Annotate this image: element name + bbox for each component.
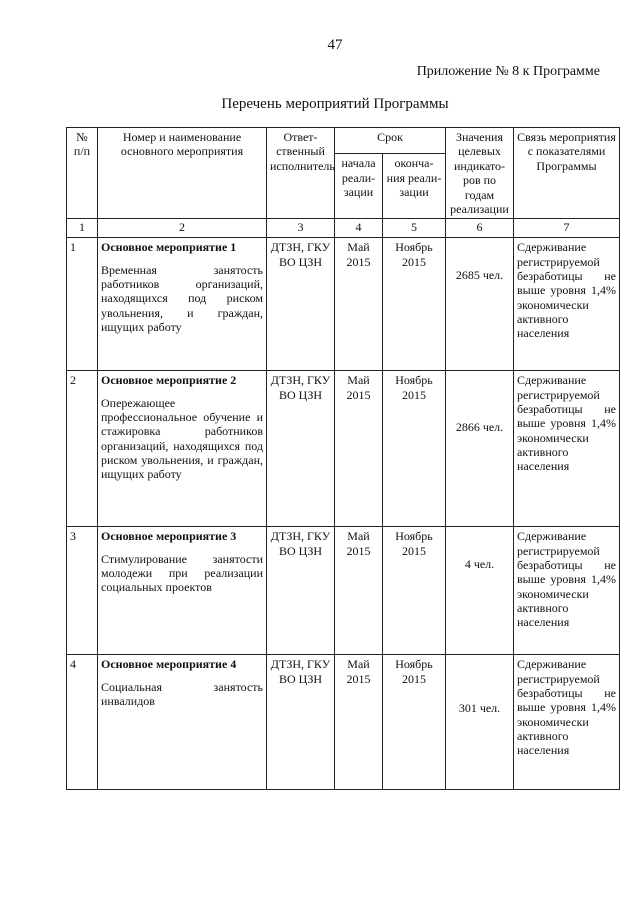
start-cell: Май 2015 bbox=[335, 238, 383, 371]
column-number: 4 bbox=[335, 219, 383, 238]
column-number-row bbox=[67, 219, 620, 238]
measure-description: Опережающее профессиональное обучение и стажировка работников организаций, находящихся под риском увольнения, и граждан, ищущих работу bbox=[101, 395, 263, 482]
indicator-value: 301 чел. bbox=[458, 701, 501, 716]
start-cell: Май 2015 bbox=[335, 371, 383, 527]
indicator-cell bbox=[446, 371, 514, 527]
indicator-value: 2685 чел. bbox=[455, 268, 504, 283]
appendix-label: Приложение № 8 к Программе bbox=[416, 64, 600, 79]
indicator-cell bbox=[446, 527, 514, 655]
table-row bbox=[67, 655, 620, 790]
indicator-value: 4 чел. bbox=[464, 557, 495, 572]
end-cell: Ноябрь 2015 bbox=[383, 655, 446, 790]
end-cell: Ноябрь 2015 bbox=[383, 238, 446, 371]
indicator-cell bbox=[446, 655, 514, 790]
link-cell: Сдерживание регистрируемой безработицы не выше уровня 1,4% экономически активного населения bbox=[514, 238, 620, 371]
row-number: 2 bbox=[67, 371, 98, 527]
column-number: 1 bbox=[67, 219, 98, 238]
indicator-value: 2866 чел. bbox=[455, 420, 504, 435]
measure-cell bbox=[98, 527, 267, 655]
measure-description: Социальная занятость инвалидов bbox=[101, 679, 263, 708]
column-number: 7 bbox=[514, 219, 620, 238]
header-term: Срок bbox=[335, 128, 446, 154]
start-cell: Май 2015 bbox=[335, 655, 383, 790]
column-number: 3 bbox=[267, 219, 335, 238]
header-term-end: оконча-ния реали-зации bbox=[383, 154, 446, 219]
measure-title: Основное мероприятие 4 bbox=[101, 657, 237, 672]
document-title: Перечень мероприятий Программы bbox=[221, 96, 449, 112]
column-number: 2 bbox=[98, 219, 267, 238]
measure-description: Стимулирование занятости молодежи при реализации социальных проектов bbox=[101, 551, 263, 595]
end-cell: Ноябрь 2015 bbox=[383, 527, 446, 655]
measure-title: Основное мероприятие 2 bbox=[101, 373, 237, 388]
page-number: 47 bbox=[327, 37, 343, 53]
responsible-cell: ДТЗН, ГКУ ВО ЦЗН bbox=[267, 371, 335, 527]
header-num: № п/п bbox=[67, 128, 98, 219]
row-number: 1 bbox=[67, 238, 98, 371]
link-cell: Сдерживание регистрируемой безработицы не выше уровня 1,4% экономически активного населения bbox=[514, 655, 620, 790]
header-row bbox=[67, 128, 620, 154]
responsible-cell: ДТЗН, ГКУ ВО ЦЗН bbox=[267, 527, 335, 655]
header-link: Связь мероприятия с показателями Программы bbox=[514, 128, 620, 219]
end-cell: Ноябрь 2015 bbox=[383, 371, 446, 527]
measure-title: Основное мероприятие 3 bbox=[101, 529, 237, 544]
header-responsible: Ответ-ственный исполнитель bbox=[267, 128, 335, 219]
measure-title: Основное мероприятие 1 bbox=[101, 240, 237, 255]
link-cell: Сдерживание регистрируемой безработицы не выше уровня 1,4% экономически активного населения bbox=[514, 527, 620, 655]
header-term-start: начала реали-зации bbox=[335, 154, 383, 219]
header-name: Номер и наименование основного мероприятия bbox=[98, 128, 267, 219]
table-row bbox=[67, 527, 620, 655]
link-cell: Сдерживание регистрируемой безработицы не выше уровня 1,4% экономически активного населения bbox=[514, 371, 620, 527]
table-row bbox=[67, 238, 620, 371]
measure-description: Временная занятость работников организаций, находящихся под риском увольнения, и граждан, ищущих работу bbox=[101, 262, 263, 335]
table-row bbox=[67, 371, 620, 527]
measure-cell bbox=[98, 655, 267, 790]
row-number: 3 bbox=[67, 527, 98, 655]
header-indicator: Значения целевых индикато-ров по годам реализации bbox=[446, 128, 514, 219]
row-number: 4 bbox=[67, 655, 98, 790]
measure-cell bbox=[98, 238, 267, 371]
start-cell: Май 2015 bbox=[335, 527, 383, 655]
measure-cell bbox=[98, 371, 267, 527]
indicator-cell bbox=[446, 238, 514, 371]
responsible-cell: ДТЗН, ГКУ ВО ЦЗН bbox=[267, 655, 335, 790]
measures-table bbox=[66, 127, 620, 790]
column-number: 5 bbox=[383, 219, 446, 238]
responsible-cell: ДТЗН, ГКУ ВО ЦЗН bbox=[267, 238, 335, 371]
column-number: 6 bbox=[446, 219, 514, 238]
